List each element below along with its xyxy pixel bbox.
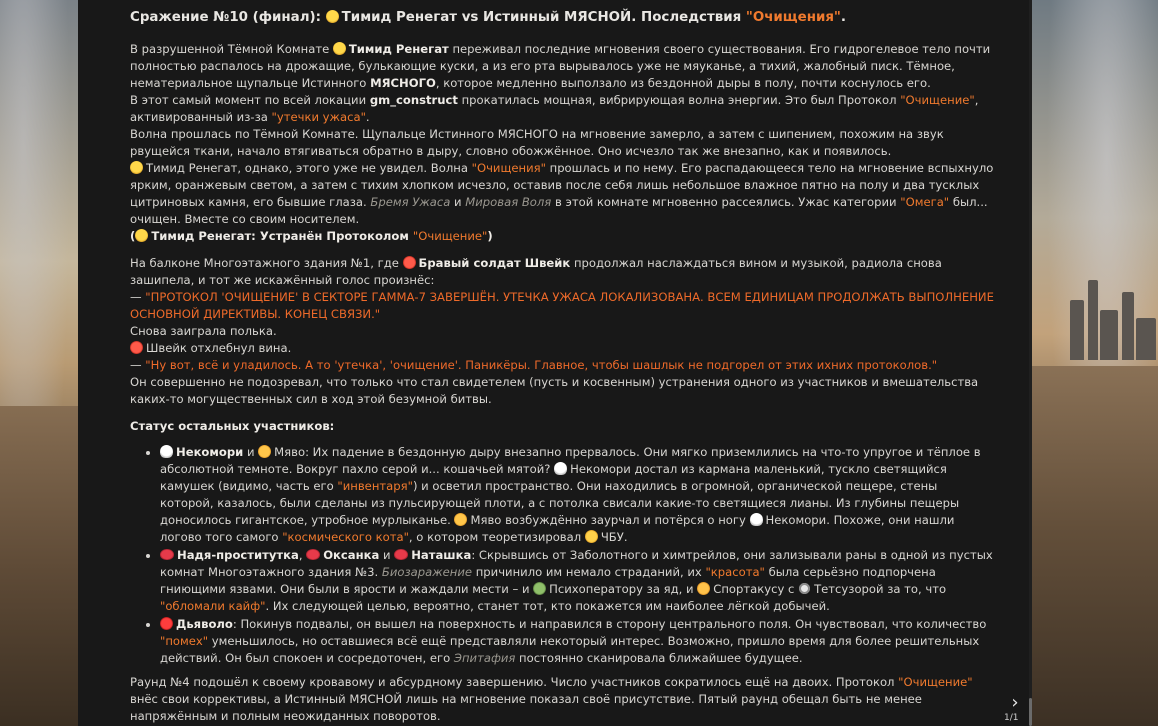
text: Психоператору bbox=[549, 582, 643, 596]
list-item bbox=[160, 616, 994, 667]
text: и bbox=[379, 548, 395, 562]
text: ( bbox=[130, 229, 136, 243]
character-name: Мяво bbox=[274, 445, 306, 459]
paragraph-7-line-3: Он совершенно не подозревал, что только что стал свидетелем (пусть и косвенным) устранения одного из участников и вмешательства каких-то могущественных сил в ход этой безумной битвы. bbox=[130, 375, 979, 406]
scrollbar[interactable] bbox=[1029, 0, 1032, 726]
quoted-term: "обломали кайф" bbox=[160, 599, 266, 613]
next-page-button[interactable]: › bbox=[1011, 692, 1019, 713]
status-heading bbox=[130, 418, 994, 435]
background-rock bbox=[1088, 280, 1098, 360]
text: , bbox=[298, 548, 307, 562]
gear-icon bbox=[798, 582, 811, 595]
cat-face-icon bbox=[454, 513, 467, 526]
story-block-2 bbox=[130, 255, 994, 408]
quoted-term: "красота" bbox=[705, 565, 765, 579]
character-name: Надя-проститутка bbox=[177, 548, 299, 562]
text: Волна прошлась по Тёмной Комнате. Щупальце Истинного МЯСНОГО на мгновение замерло, а затем с шипением, похожим на звук рвущейся ткани, начало втягиваться обратно в дыру, словно обожжённое. Оно исчезло так же внезапно, как и появилось. bbox=[130, 127, 944, 158]
background-rock bbox=[1122, 292, 1134, 360]
text: В разрушенной Тёмной Комнате bbox=[130, 42, 333, 56]
text: Раунд №4 подошёл к своему кровавому и абсурдному завершению. Число участников сократилось ещё на двоих. Протокол bbox=[130, 675, 899, 689]
background-rock bbox=[1070, 300, 1084, 360]
text: был... очищен. Вместе со своим носителем. bbox=[130, 195, 988, 226]
text: переживал последние мгновения своего существования. Его гидрогелевое тело почти полностью распалось на дрожащие, булькающие куски, а из его рта вырывалось уже не мяуканье, а тихий, жалобный писк. Тёмное, нематериальное щупальце Истинного bbox=[130, 42, 991, 90]
text: , о котором теоретизировал bbox=[408, 530, 585, 544]
lips-icon bbox=[394, 549, 408, 560]
battle-title bbox=[130, 9, 994, 27]
text: Некомори bbox=[765, 513, 827, 527]
background-rock bbox=[1136, 318, 1156, 360]
ability-name: Мировая Воля bbox=[465, 195, 552, 209]
paragraph-2 bbox=[130, 92, 994, 126]
paragraph-4 bbox=[130, 160, 994, 228]
text: . Похоже, они нашли логово того самого bbox=[160, 513, 955, 544]
text: , которое медленно выползало из бездонной дыры в полу, почти коснулось его. bbox=[435, 76, 931, 90]
soldier-face-icon bbox=[403, 256, 416, 269]
text: ЧБУ bbox=[600, 530, 624, 544]
quoted-term: "помех" bbox=[160, 634, 209, 648]
frowning-face-icon bbox=[585, 530, 598, 543]
fearful-face-icon bbox=[135, 229, 148, 242]
text: уменьшилось, но оставшиеся всё ещё представляли некоторый интерес. Возможно, пришло время для более решительных действий. Он был спокоен и сосредоточен, его bbox=[160, 634, 980, 665]
character-name: МЯСНОГО bbox=[370, 76, 436, 90]
quoted-term: "Очищение" bbox=[412, 229, 488, 243]
flexed-biceps-icon bbox=[697, 582, 710, 595]
text: и bbox=[243, 445, 259, 459]
text: На балконе Многоэтажного здания №1, где bbox=[130, 256, 403, 270]
status-list bbox=[130, 444, 994, 667]
ability-name: Биозаражение bbox=[381, 565, 473, 579]
title-end: . bbox=[840, 10, 846, 25]
text: ) bbox=[487, 229, 493, 243]
background-left bbox=[0, 0, 78, 726]
devil-face-icon bbox=[160, 617, 173, 630]
ghost-icon bbox=[160, 445, 173, 458]
character-name: Дьяволо bbox=[176, 617, 233, 631]
fearful-face-icon bbox=[326, 10, 339, 23]
quoted-term: "Очищение" bbox=[898, 675, 973, 689]
shveik-quote bbox=[130, 357, 994, 374]
background-hill bbox=[0, 406, 78, 726]
text: . bbox=[623, 530, 628, 544]
final-paragraph bbox=[130, 674, 994, 725]
list-item bbox=[160, 444, 994, 546]
ghost-icon bbox=[750, 513, 763, 526]
elimination-label: Тимид Ренегат: Устранён Протоколом bbox=[151, 229, 413, 243]
quoted-term: "инвентаря" bbox=[337, 479, 413, 493]
radio-message bbox=[130, 289, 994, 323]
character-name: Бравый солдат Швейк bbox=[418, 256, 571, 270]
location-name: gm_construct bbox=[369, 93, 458, 107]
quoted-term: "Очищение" bbox=[900, 93, 975, 107]
fearful-face-icon bbox=[130, 161, 143, 174]
paragraph-6 bbox=[130, 255, 994, 289]
quote-text: "Ну вот, всё и уладилось. А то 'утечка', 'очищение'. Паникёры. Главное, чтобы шашлык не подгорел от этих ихних протоколов." bbox=[145, 358, 938, 372]
page-counter: 1/1 bbox=[1004, 713, 1019, 723]
character-name: Оксанка bbox=[323, 548, 380, 562]
character-name: Тимид Ренегат bbox=[348, 42, 449, 56]
ability-name: Бремя Ужаса bbox=[370, 195, 451, 209]
title-vs: vs Истинный МЯСНОЙ. Последствия bbox=[457, 10, 746, 25]
text: Тетсузорой bbox=[814, 582, 884, 596]
text: и bbox=[450, 195, 466, 209]
text: Тимид Ренегат, однако, этого уже не увидел. Волна bbox=[146, 161, 472, 175]
background-rock bbox=[1100, 310, 1118, 360]
lips-icon bbox=[160, 549, 174, 560]
text: достал из кармана маленький, тускло светящийся камушек (видимо, часть его bbox=[160, 462, 947, 493]
text: внёс свои коррективы, а Истинный МЯСНОЙ лишь на мгновение показал своё присутствие. Пятый раунд обещал быть не менее напряжённым и полным неожиданных поворотов. bbox=[130, 692, 922, 723]
scrollbar-thumb[interactable] bbox=[1029, 698, 1032, 726]
title-fighter: Тимид Ренегат bbox=[341, 10, 458, 25]
lips-icon bbox=[306, 549, 320, 560]
text: причинило им немало страданий, их bbox=[472, 565, 706, 579]
text: продолжал наслаждаться вином и музыкой, радиола снова зашипела, и тот же искажённый голос произнёс: bbox=[130, 256, 942, 287]
title-prefix: Сражение №10 (финал): bbox=[130, 10, 326, 25]
text: В этот самый момент по всей локации bbox=[130, 93, 370, 107]
text: с bbox=[784, 582, 799, 596]
text: за яд, и bbox=[643, 582, 698, 596]
text: ) и осветил пространство. Они находились в огромной, органической пещере, стены которой, казалось, были сделаны из пульсирующей плоти, а с потолка свисали какие-то светящиеся лианы. Из глубины пещеры доносилось гигантское, утробное мурлыканье. bbox=[160, 479, 960, 527]
text: прокатилась мощная, вибрирующая волна энергии. Это был Протокол bbox=[457, 93, 901, 107]
ability-name: Эпитафия bbox=[453, 651, 516, 665]
title-quote: "Очищения" bbox=[745, 10, 841, 25]
text: возбуждённо заурчал и потёрся о ногу bbox=[501, 513, 750, 527]
quoted-term: "космического кота" bbox=[282, 530, 409, 544]
text: Спортакусу bbox=[713, 582, 785, 596]
list-item bbox=[160, 547, 994, 615]
elimination-note bbox=[130, 228, 994, 245]
cat-face-icon bbox=[258, 445, 271, 458]
text: Мяво bbox=[470, 513, 502, 527]
text: . Их следующей целью, вероятно, станет тот, кто покажется им наиболее лёгкой добычей. bbox=[265, 599, 830, 613]
paragraph-7-line-2 bbox=[130, 340, 994, 357]
text: Некомори bbox=[570, 462, 631, 476]
character-name: Наташка bbox=[411, 548, 472, 562]
text: — bbox=[130, 358, 146, 372]
background-ground bbox=[1030, 366, 1158, 726]
quoted-term: "утечки ужаса" bbox=[271, 110, 366, 124]
text: Статус остальных участников: bbox=[130, 419, 335, 433]
text: прошлась и по нему. Его распадающееся тело на мгновение вспыхнуло ярким, оранжевым светом, а затем с тихим хлопком исчезло, оставив после себя лишь небольшое влажное пятно на полу и два тусклых цитриновых камня, его бывшие глаза. bbox=[130, 161, 994, 209]
radio-text: "ПРОТОКОЛ 'ОЧИЩЕНИЕ' В СЕКТОРЕ ГАММА-7 ЗАВЕРШЁН. УТЕЧКА УЖАСА ЛОКАЛИЗОВАНА. ВСЕМ ЕДИНИЦАМ ПРОДОЛЖАТЬ ВЫПОЛНЕНИЕ ОСНОВНОЙ ДИРЕКТИВЫ. КОНЕЦ СВЯЗИ." bbox=[130, 290, 994, 321]
quoted-term: "Омега" bbox=[900, 195, 950, 209]
character-name: Некомори bbox=[176, 445, 244, 459]
ghost-icon bbox=[554, 462, 567, 475]
text: , активированный из-за bbox=[130, 93, 979, 124]
quoted-term: "Очищения" bbox=[471, 161, 546, 175]
text: . bbox=[365, 110, 370, 124]
message-content bbox=[78, 0, 1030, 725]
text: : Покинув подвалы, он вышел на поверхность и направился в сторону центрального поля. Он чувствовал, что количество bbox=[232, 617, 987, 631]
text: : Их падение в бездонную дыру внезапно прервалось. Они мягко приземлились на что-то упругое и тёплое в абсолютной темноте. Вокруг пахло серой и... кошачьей мятой? bbox=[160, 445, 981, 476]
paragraph-3 bbox=[130, 126, 994, 160]
fearful-face-icon bbox=[333, 42, 346, 55]
text: — bbox=[130, 290, 146, 304]
soldier-face-icon bbox=[130, 341, 143, 354]
text: : Скрывшись от Заболотного и химтрейлов, они зализывали раны в одной из пустых комнат Многоэтажного здания №3. bbox=[160, 548, 993, 579]
background-right bbox=[1030, 0, 1158, 726]
story-block-1 bbox=[130, 41, 994, 245]
paragraph-7-line-1: Снова заиграла полька. bbox=[130, 324, 277, 338]
text: Швейк отхлебнул вина. bbox=[146, 341, 292, 355]
detective-icon bbox=[533, 582, 546, 595]
message-panel bbox=[78, 0, 1030, 726]
text: постоянно сканировала ближайшее будущее. bbox=[515, 651, 803, 665]
text: за то, что bbox=[883, 582, 947, 596]
text: была серьёзно подпорчена гниющими язвами. Они были в ярости и жаждали мести – и bbox=[160, 565, 936, 596]
text: в этой комнате мгновенно рассеялись. Ужас категории bbox=[551, 195, 901, 209]
paragraph-1 bbox=[130, 41, 994, 92]
